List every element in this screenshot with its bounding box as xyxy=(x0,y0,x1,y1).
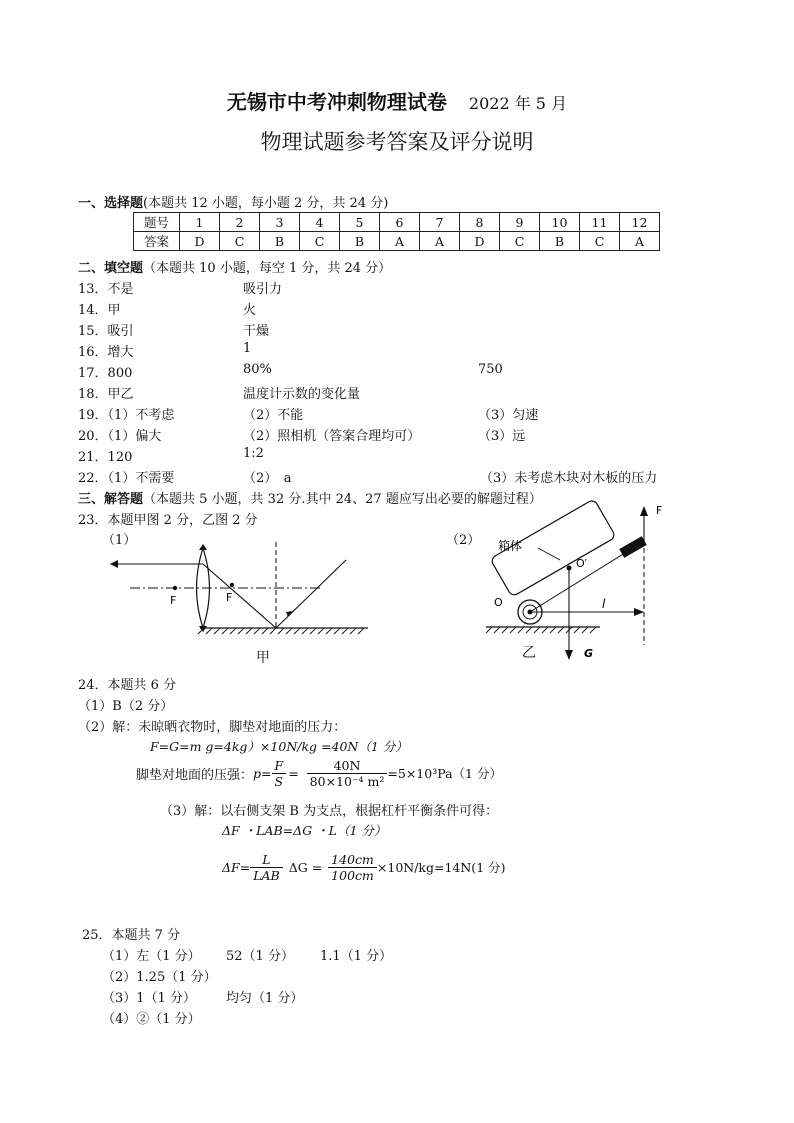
figure-jia-lens-diagram xyxy=(100,540,380,670)
ray-arrow-left xyxy=(110,560,118,568)
answer-value: 干燥 xyxy=(243,324,270,339)
eq4-denominator-2: 100cm xyxy=(331,867,374,883)
eq2-numerator-2: 40N xyxy=(307,758,388,774)
table-cell: 1 xyxy=(180,213,220,232)
answer-value: （3）匀速 xyxy=(478,408,539,423)
lens-top-arrow xyxy=(199,544,207,550)
mirror-hatching xyxy=(198,628,364,634)
lens-bottom-arrow xyxy=(199,626,207,632)
q24-part2: （2）解：未晾晒衣物时，脚垫对地面的压力： xyxy=(78,720,347,735)
incident-ray xyxy=(276,560,346,628)
table-cell: B xyxy=(340,232,380,251)
section-2-label: 二、填空题 xyxy=(78,261,144,276)
q23-part2-label: （2） xyxy=(446,533,481,548)
eq2-p: p= xyxy=(253,765,272,781)
section-1-label: 一、选择题 xyxy=(78,196,144,211)
q24-eq3: ΔF ・LAB=ΔG ・L（1 分） xyxy=(222,823,387,838)
page-title xyxy=(0,86,794,115)
section-2-heading xyxy=(78,257,391,276)
answer-value: （1）不考虑 xyxy=(107,408,175,423)
question-number: 18． xyxy=(78,387,108,402)
gravity-label: G xyxy=(584,647,594,660)
table-cell: 3 xyxy=(260,213,300,232)
eq2-prefix: 脚垫对地面的压强： xyxy=(136,767,254,783)
answer-value: 吸引力 xyxy=(243,282,283,297)
answer-value: 吸引 xyxy=(107,324,134,339)
answer-value: 甲乙 xyxy=(107,387,134,402)
answer-value: 甲 xyxy=(107,303,121,318)
box-label: 箱体 xyxy=(498,539,523,553)
q25-row2: （2）1.25（1 分） xyxy=(102,970,217,985)
answer-value: 120 xyxy=(107,450,133,465)
answer-value: （3）未考虑木块对木板的压力 xyxy=(480,471,658,486)
section-3-label: 三、解答题 xyxy=(78,492,144,507)
exam-title: 无锡市中考冲刺物理试卷 xyxy=(226,90,447,114)
table-header-label: 题号 xyxy=(134,213,180,232)
eq4-numerator-1: L xyxy=(250,852,283,868)
section-3-heading xyxy=(78,488,542,507)
answer-value: 80% xyxy=(243,362,272,377)
eq4-fraction-1 xyxy=(250,852,283,883)
eq4-denominator-1: LAB xyxy=(253,867,280,883)
question-number: 17． xyxy=(78,366,108,381)
answer-value: 1:2 xyxy=(243,446,264,461)
q24-heading: 24．本题共 6 分 xyxy=(78,678,177,693)
eq4-result: ×10N/kg=14N(1 分) xyxy=(376,860,506,875)
figure-yi-lever-diagram xyxy=(480,500,680,670)
page-subtitle: 物理试题参考答案及评分说明 xyxy=(260,130,534,154)
q23-part1-label: （1） xyxy=(102,533,137,548)
pivot-label: O xyxy=(494,596,503,609)
question-number: 13． xyxy=(78,282,108,297)
gravity-arrowhead xyxy=(565,650,573,660)
q25-row3b: 均匀（1 分） xyxy=(226,991,304,1006)
answer-row-19 xyxy=(78,404,174,423)
center-label: O′ xyxy=(576,557,588,570)
eq4-fraction-2 xyxy=(328,852,377,883)
eq2-numerator-1: F xyxy=(272,758,287,774)
eq4-middle: ΔG = xyxy=(288,859,323,875)
table-cell: 12 xyxy=(620,213,660,232)
question-number: 16． xyxy=(78,345,108,360)
answer-table-answer-row xyxy=(134,232,660,251)
answer-value: （1）不需要 xyxy=(107,471,175,486)
eq2-result: =5×10³Pa（1 分） xyxy=(387,766,502,781)
eq2-denominator-1: S xyxy=(274,773,284,789)
eq2-fraction-2 xyxy=(307,758,388,789)
question-number: 15． xyxy=(78,324,108,339)
answer-row-21 xyxy=(78,446,132,465)
section-1-desc: (本题共 12 小题，每小题 2 分，共 24 分) xyxy=(143,196,389,211)
answer-row-16 xyxy=(78,341,134,360)
ray-arrow-incident xyxy=(286,611,293,617)
table-cell: 9 xyxy=(500,213,540,232)
figure-jia-caption: 甲 xyxy=(256,650,270,666)
q23-heading: 23．本题甲图 2 分，乙图 2 分 xyxy=(78,513,258,528)
table-cell: C xyxy=(580,232,620,251)
q25-row1c: 1.1（1 分） xyxy=(320,949,393,964)
focal-point-left xyxy=(173,586,177,590)
table-cell: A xyxy=(380,232,420,251)
answer-value: 750 xyxy=(478,362,503,377)
question-number: 21． xyxy=(78,450,108,465)
arm-label: l xyxy=(602,597,606,611)
focal-label-left: F xyxy=(170,594,177,607)
eq4-numerator-2: 140cm xyxy=(328,852,377,868)
table-cell: A xyxy=(420,232,460,251)
box-handle xyxy=(619,536,647,558)
q24-eq4 xyxy=(222,845,506,889)
focal-point-right xyxy=(230,583,234,587)
answer-row-20 xyxy=(78,425,161,444)
table-cell: 4 xyxy=(300,213,340,232)
section-1-heading xyxy=(78,192,388,211)
question-number: 14． xyxy=(78,303,108,318)
table-cell: C xyxy=(220,232,260,251)
answer-row-22 xyxy=(78,467,174,486)
section-2-desc: （本题共 10 小题，每空 1 分，共 24 分） xyxy=(143,261,392,276)
table-cell: C xyxy=(500,232,540,251)
table-cell: 11 xyxy=(580,213,620,232)
q25-row4: （4）②（1 分） xyxy=(102,1012,201,1027)
answer-value: 温度计示数的变化量 xyxy=(243,387,361,402)
table-cell: A xyxy=(620,232,660,251)
answer-row-18 xyxy=(78,383,134,402)
answer-row-13 xyxy=(78,278,134,297)
table-cell: 8 xyxy=(460,213,500,232)
question-number: 19． xyxy=(78,408,108,423)
answer-value: 增大 xyxy=(107,345,134,360)
exam-date: 2022 年 5 月 xyxy=(468,94,568,113)
table-cell: B xyxy=(540,232,580,251)
table-cell: D xyxy=(180,232,220,251)
answer-table-number-row xyxy=(134,213,660,232)
table-cell: D xyxy=(460,232,500,251)
figure-yi-caption: 乙 xyxy=(522,645,536,661)
table-cell: 6 xyxy=(380,213,420,232)
answer-value: 不是 xyxy=(107,282,134,297)
q25-row3a: （3）1（1 分） xyxy=(102,991,196,1006)
q24-eq1: F=G=m g=4kg）×10N/kg =40N（1 分） xyxy=(150,739,408,754)
answer-row-15 xyxy=(78,320,134,339)
ground-hatching xyxy=(486,627,596,633)
force-label: F xyxy=(656,504,663,517)
force-arm-arrowhead xyxy=(634,608,644,616)
table-answer-label: 答案 xyxy=(134,232,180,251)
answer-value: （2） a xyxy=(243,471,292,486)
focal-label-right: F xyxy=(226,591,233,604)
q25-heading: 25．本题共 7 分 xyxy=(82,928,181,943)
answer-value: （2）照相机（答案合理均可） xyxy=(243,429,421,444)
table-cell: B xyxy=(260,232,300,251)
table-cell: 7 xyxy=(420,213,460,232)
box-label-leader xyxy=(538,548,560,560)
question-number: 22． xyxy=(78,471,108,486)
q25-row1a: （1）左（1 分） xyxy=(102,949,201,964)
question-number: 20． xyxy=(78,429,108,444)
answer-value: （3）远 xyxy=(478,429,526,444)
q24-eq2 xyxy=(136,752,502,794)
table-cell: 5 xyxy=(340,213,380,232)
eq4-prefix: ΔF= xyxy=(222,859,251,875)
answer-value: 1 xyxy=(243,341,252,356)
answer-value: 800 xyxy=(107,366,133,381)
q25-row1b: 52（1 分） xyxy=(226,949,294,964)
eq2-denominator-2: 80×10⁻⁴ m² xyxy=(309,773,385,789)
table-cell: 10 xyxy=(540,213,580,232)
answer-value: 火 xyxy=(243,303,257,318)
answer-row-17 xyxy=(78,362,132,381)
q24-part1: （1）B（2 分） xyxy=(78,699,174,714)
table-cell: 2 xyxy=(220,213,260,232)
reflected-ray xyxy=(203,564,276,628)
eq2-equals: = xyxy=(288,765,299,781)
answer-table xyxy=(133,212,660,251)
force-arrowhead xyxy=(640,506,648,516)
table-cell: C xyxy=(300,232,340,251)
eq2-fraction-1 xyxy=(272,758,287,789)
answer-value: （2）不能 xyxy=(243,408,304,423)
section-3-desc: （本题共 5 小题，共 32 分.其中 24、27 题应写出必要的解题过程） xyxy=(143,492,542,507)
q24-part3: （3）解：以右侧支架 B 为支点，根据杠杆平衡条件可得： xyxy=(160,804,499,819)
answer-value: （1）偏大 xyxy=(107,429,162,444)
answer-row-14 xyxy=(78,299,121,318)
